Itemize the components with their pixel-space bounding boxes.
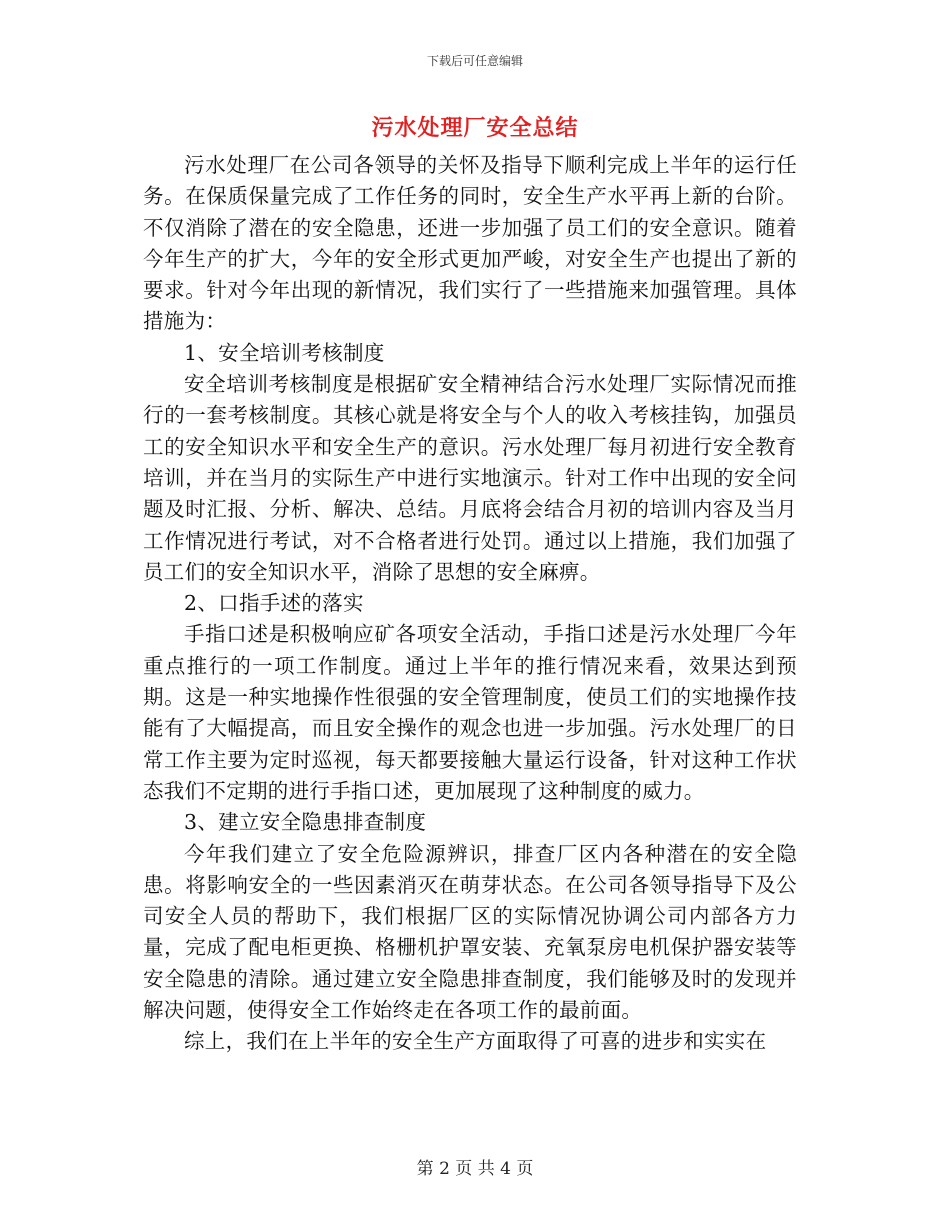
section-heading-3: 3、建立安全隐患排查制度	[184, 810, 427, 835]
document-body	[143, 150, 797, 1058]
section-heading-2: 2、口指手述的落实	[184, 591, 364, 616]
section-1-paragraph: 安全培训考核制度是根据矿安全精神结合污水处理厂实际情况而推行的一套考核制度。其核心就是将安全与个人的收入考核挂钩，加强员工的安全知识水平和安全生产的意识。污水处理厂每月初进行安全教育培训，并在当月的实际生产中进行实地演示。针对工作中出现的安全问题及时汇报、分析、解决、总结。月底将会结合月初的培训内容及当月工作情况进行考试，对不合格者进行处罚。通过以上措施，我们加强了员工们的安全知识水平，消除了思想的安全麻痹。	[143, 372, 797, 584]
section-3-paragraph: 今年我们建立了安全危险源辨识，排查厂区内各种潜在的安全隐患。将影响安全的一些因素消灭在萌芽状态。在公司各领导指导下及公司安全人员的帮助下，我们根据厂区的实际情况协调公司内部各方力量，完成了配电柜更换、格栅机护罩安装、充氧泵房电机保护器安装等安全隐患的清除。通过建立安全隐患排查制度，我们能够及时的发现并解决问题，使得安全工作始终走在各项工作的最前面。	[143, 841, 797, 1023]
intro-paragraph: 污水处理厂在公司各领导的关怀及指导下顺利完成上半年的运行任务。在保质保量完成了工作任务的同时，安全生产水平再上新的台阶。不仅消除了潜在的安全隐患，还进一步加强了员工们的安全意识。随着今年生产的扩大，今年的安全形式更加严峻，对安全生产也提出了新的要求。针对今年出现的新情况，我们实行了一些措施来加强管理。具体措施为：	[143, 153, 797, 334]
document-title: 污水处理厂安全总结	[371, 115, 579, 141]
page-header-note: 下载后可任意编辑	[426, 54, 523, 68]
section-heading-1: 1、安全培训考核制度	[184, 340, 385, 365]
page-number: 第 2 页 共 4 页	[416, 1159, 534, 1179]
summary-paragraph: 综上，我们在上半年的安全生产方面取得了可喜的进步和实实在	[184, 1029, 767, 1054]
section-2-paragraph: 手指口述是积极响应矿各项安全活动，手指口述是污水处理厂今年重点推行的一项工作制度。通过上半年的推行情况来看，效果达到预期。这是一种实地操作性很强的安全管理制度，使员工们的实地操作技能有了大幅提高，而且安全操作的观念也进一步加强。污水处理厂的日常工作主要为定时巡视，每天都要接触大量运行设备，针对这种工作状态我们不定期的进行手指口述，更加展现了这种制度的威力。	[143, 622, 797, 803]
